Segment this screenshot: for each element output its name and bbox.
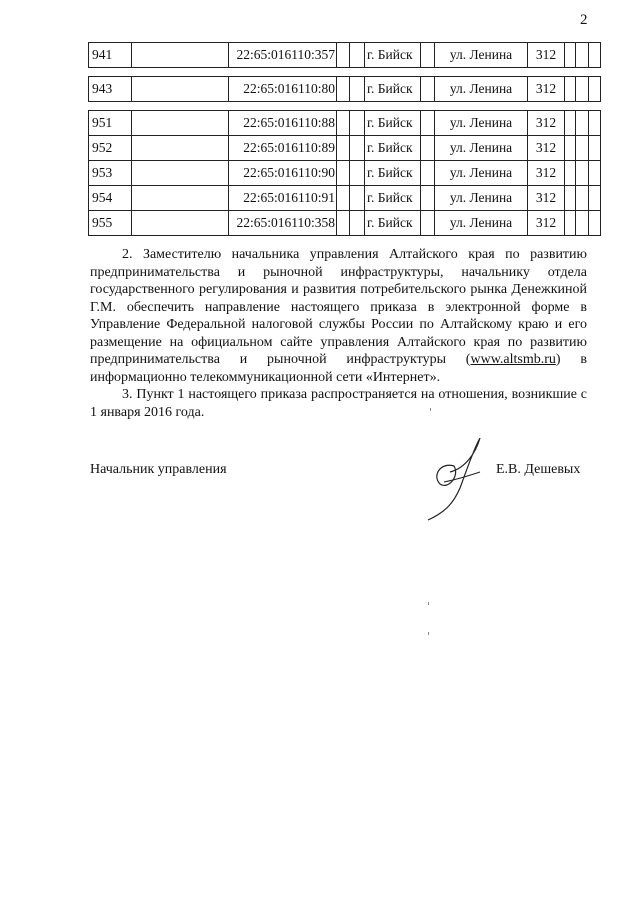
- cell-empty: [565, 136, 576, 161]
- cell-building: 312: [528, 111, 565, 136]
- cell-empty: [350, 186, 365, 211]
- cell-empty: [589, 77, 601, 102]
- cell-empty: [589, 211, 601, 236]
- cell-empty: [589, 111, 601, 136]
- cell-empty: [421, 186, 435, 211]
- cell-empty: [589, 136, 601, 161]
- table-row: [89, 211, 601, 236]
- table-row: [89, 136, 601, 161]
- cell-empty: [337, 136, 350, 161]
- cell-city: г. Бийск: [365, 161, 421, 186]
- cell-cadastral-number: 22:65:016110:91: [229, 186, 337, 211]
- table-row: [89, 186, 601, 211]
- cell-empty: [565, 211, 576, 236]
- cell-empty: [132, 43, 229, 68]
- cell-empty: [565, 43, 576, 68]
- cell-empty: [421, 211, 435, 236]
- cell-street: ул. Ленина: [435, 186, 528, 211]
- cell-empty: [576, 186, 589, 211]
- signatory-name: Е.В. Дешевых: [496, 462, 581, 477]
- cell-empty: [132, 136, 229, 161]
- cell-empty: [337, 77, 350, 102]
- cell-empty: [576, 77, 589, 102]
- page-number: 2: [580, 12, 588, 28]
- paragraph-2: 2. Заместителю начальника управления Алтайского края по развитию предпринимательства и рыночной инфраструктуры, начальнику отдела государственного регулирования и развития потребительского рынка Денежкиной Г.М. обеспечить направление настоящего приказа в электронной форме в Управление Федеральной налоговой службы России по Алтайскому краю и его размещение на официальном сайте управления Алтайского края по развитию предпринимательства и рыночной инфраструктуры (www.altsmb.ru) в информационно телекоммуникационной сети «Интернет».: [90, 247, 587, 385]
- scan-speck: [430, 408, 431, 411]
- scan-speck: [428, 602, 429, 605]
- table-row: [89, 43, 601, 68]
- cell-number: 955: [89, 211, 132, 236]
- cell-empty: [565, 111, 576, 136]
- cell-empty: [576, 136, 589, 161]
- cell-empty: [421, 43, 435, 68]
- cell-building: 312: [528, 211, 565, 236]
- paragraph-3: 3. Пункт 1 настоящего приказа распространяется на отношения, возникшие с 1 января 2016 года.: [90, 387, 587, 420]
- cell-building: 312: [528, 161, 565, 186]
- cell-cadastral-number: 22:65:016110:90: [229, 161, 337, 186]
- cell-empty: [337, 186, 350, 211]
- cell-building: 312: [528, 136, 565, 161]
- table-row: [89, 111, 601, 136]
- cell-empty: [576, 211, 589, 236]
- cell-number: 941: [89, 43, 132, 68]
- cell-number: 943: [89, 77, 132, 102]
- cell-street: ул. Ленина: [435, 43, 528, 68]
- order-text: [90, 246, 587, 421]
- cell-empty: [337, 111, 350, 136]
- cell-empty: [132, 77, 229, 102]
- cell-building: 312: [528, 43, 565, 68]
- cell-empty: [132, 111, 229, 136]
- cell-number: 952: [89, 136, 132, 161]
- register-table-block-1: [88, 42, 601, 68]
- cell-city: г. Бийск: [365, 186, 421, 211]
- cell-street: ул. Ленина: [435, 211, 528, 236]
- cell-number: 953: [89, 161, 132, 186]
- cell-city: г. Бийск: [365, 136, 421, 161]
- signatory-role: Начальник управления: [90, 462, 227, 477]
- cell-number: 954: [89, 186, 132, 211]
- cell-empty: [350, 136, 365, 161]
- cell-empty: [565, 77, 576, 102]
- cell-empty: [350, 77, 365, 102]
- cell-building: 312: [528, 77, 565, 102]
- cell-empty: [337, 161, 350, 186]
- cell-empty: [576, 111, 589, 136]
- scan-speck: [428, 632, 429, 635]
- cell-empty: [576, 43, 589, 68]
- cell-city: г. Бийск: [365, 77, 421, 102]
- cell-cadastral-number: 22:65:016110:80: [229, 77, 337, 102]
- cell-empty: [350, 161, 365, 186]
- cell-city: г. Бийск: [365, 211, 421, 236]
- cell-empty: [589, 43, 601, 68]
- website-link[interactable]: www.altsmb.ru: [470, 352, 556, 367]
- cell-empty: [132, 186, 229, 211]
- cell-street: ул. Ленина: [435, 77, 528, 102]
- table-row: [89, 77, 601, 102]
- cell-cadastral-number: 22:65:016110:358: [229, 211, 337, 236]
- cell-empty: [565, 186, 576, 211]
- cell-empty: [337, 211, 350, 236]
- table-row: [89, 161, 601, 186]
- cell-empty: [589, 186, 601, 211]
- cell-empty: [350, 211, 365, 236]
- cell-building: 312: [528, 186, 565, 211]
- cell-cadastral-number: 22:65:016110:88: [229, 111, 337, 136]
- cell-empty: [421, 111, 435, 136]
- cell-city: г. Бийск: [365, 43, 421, 68]
- register-table-block-2: [88, 76, 601, 102]
- handwritten-signature: [410, 432, 500, 522]
- cell-empty: [565, 161, 576, 186]
- cell-empty: [350, 43, 365, 68]
- cell-cadastral-number: 22:65:016110:357: [229, 43, 337, 68]
- cell-cadastral-number: 22:65:016110:89: [229, 136, 337, 161]
- cell-empty: [421, 136, 435, 161]
- register-table-block-3: [88, 110, 601, 236]
- cell-street: ул. Ленина: [435, 161, 528, 186]
- cell-empty: [337, 43, 350, 68]
- cell-empty: [576, 161, 589, 186]
- cell-city: г. Бийск: [365, 111, 421, 136]
- cell-empty: [132, 211, 229, 236]
- cell-number: 951: [89, 111, 132, 136]
- cell-empty: [421, 77, 435, 102]
- cell-street: ул. Ленина: [435, 136, 528, 161]
- cell-empty: [421, 161, 435, 186]
- cell-empty: [350, 111, 365, 136]
- cell-street: ул. Ленина: [435, 111, 528, 136]
- cell-empty: [132, 161, 229, 186]
- cell-empty: [589, 161, 601, 186]
